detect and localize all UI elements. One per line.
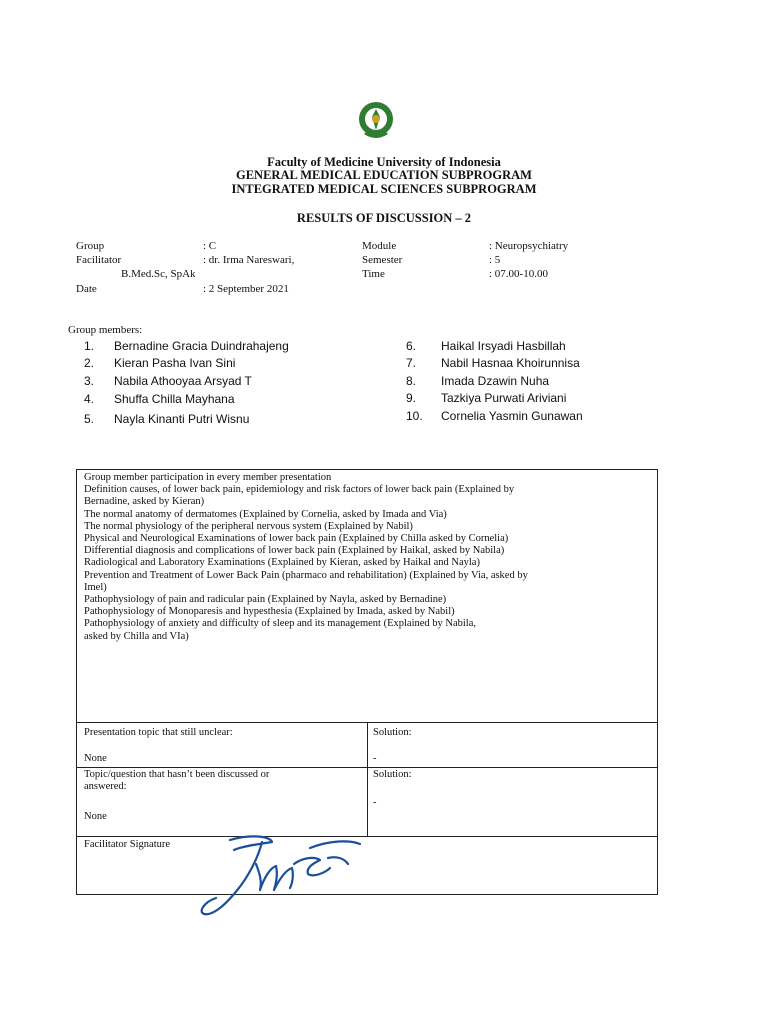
row-divider (77, 836, 657, 837)
date-value: : 2 September 2021 (203, 283, 289, 295)
list-item: 6. Haikal Irsyadi Hasbillah (406, 339, 566, 353)
unclear-topic-label: Presentation topic that still unclear: (84, 727, 233, 738)
university-logo (355, 100, 397, 142)
facilitator-signature-label: Facilitator Signature (84, 839, 171, 850)
module-value: : Neuropsychiatry (489, 240, 569, 252)
semester-label: Semester (362, 254, 403, 266)
facilitator-value-cont: B.Med.Sc, SpAk (121, 268, 196, 280)
list-item: 1. Bernadine Gracia Duindrahajeng (84, 339, 289, 353)
list-item: 8. Imada Dzawin Nuha (406, 374, 550, 388)
undiscussed-solution-label: Solution: (373, 769, 412, 780)
faculty-title: Faculty of Medicine University of Indonesia (267, 155, 501, 169)
participation-cell: Group member participation in every member presentation Definition causes, of lower back pain, epidemiology and risk factors of lower back pain (Explained by Bernadine, asked by Kieran) The normal anatomy of dermatomes (Explained by Cornelia, asked by Imada and Via) The normal physiology of the peripheral nervous system (Explained by Nabil) Physical and Neurological Examinations of lower back pain (Explained by Chilla asked by Cornelia) Differential diagnosis and complications of lower back pain (Explained by Haikal, asked by Nabila) Radiological and Laboratory Examinations (Explained by Kieran, asked by Haikal and Nayla) Prevention and Treatment of Lower Back Pain (pharmaco and rehabilitation) (Explained by Via, asked by Imel) Pathophysiology of pain and radicular pain (Explained by Nayla, asked by Bernadine) Pathophysiology of Monoparesis and hypesthesia (Explained by Imada, asked by Nabil) Pathophysiology of anxiety and difficulty of sleep and its management (Explained by Nabila, asked by Chilla and VIa) (84, 472, 528, 642)
list-item: 7. Nabil Hasnaa Khoirunnisa (406, 356, 580, 370)
list-item: 4. Shuffa Chilla Mayhana (84, 392, 235, 406)
column-divider (367, 722, 368, 836)
facilitator-value: : dr. Irma Nareswari, (203, 254, 295, 266)
time-value: : 07.00-10.00 (489, 268, 548, 280)
list-item: 9. Tazkiya Purwati Ariviani (406, 391, 567, 405)
group-label: Group (76, 240, 105, 252)
undiscussed-topic-label: Topic/question that hasn’t been discussed or answered: (84, 769, 270, 793)
unclear-solution-value: - (373, 753, 377, 764)
group-value: : C (203, 240, 217, 252)
undiscussed-topic-value: None (84, 811, 107, 822)
unclear-solution-label: Solution: (373, 727, 412, 738)
list-item: 10. Cornelia Yasmin Gunawan (406, 409, 583, 423)
group-members-title: Group members: (68, 324, 143, 336)
discussion-table (76, 469, 658, 895)
time-label: Time (362, 268, 385, 280)
facilitator-label: Facilitator (76, 254, 122, 266)
list-item: 3. Nabila Athooyaa Arsyad T (84, 374, 252, 388)
list-item: 5. Nayla Kinanti Putri Wisnu (84, 412, 250, 426)
undiscussed-solution-value: - (373, 797, 377, 808)
date-label: Date (76, 283, 97, 295)
list-item: 2. Kieran Pasha Ivan Sini (84, 356, 236, 370)
semester-value: : 5 (489, 254, 501, 266)
signature-image (190, 828, 365, 923)
unclear-topic-value: None (84, 753, 107, 764)
module-label: Module (362, 240, 397, 252)
document-title: RESULTS OF DISCUSSION – 2 (296, 211, 472, 225)
subprogram-title-2: INTEGRATED MEDICAL SCIENCES SUBPROGRAM (231, 182, 537, 196)
subprogram-title-1: GENERAL MEDICAL EDUCATION SUBPROGRAM (236, 168, 532, 182)
